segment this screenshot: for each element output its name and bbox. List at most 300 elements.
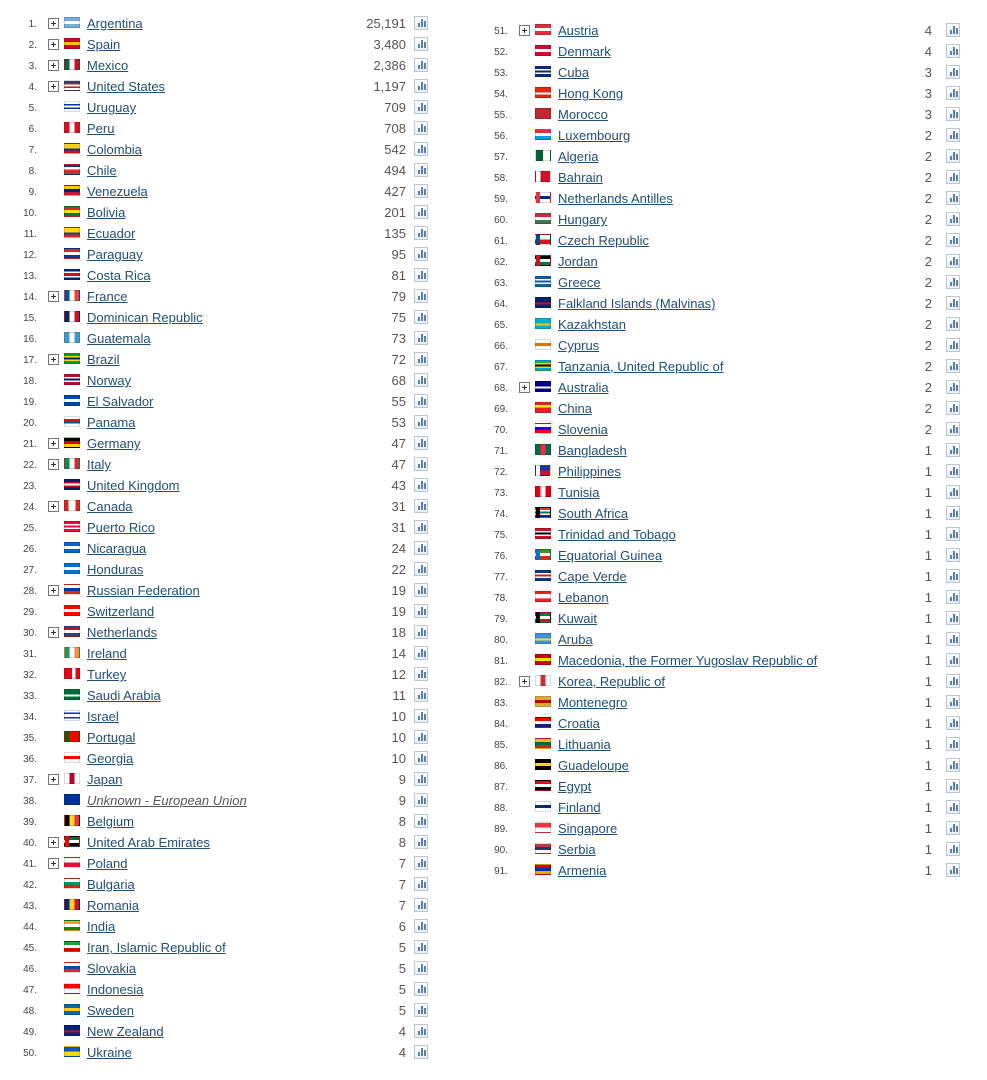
bar-chart-icon[interactable]: [946, 653, 960, 667]
country-link[interactable]: Austria: [558, 23, 599, 38]
bar-chart-icon[interactable]: [414, 856, 428, 870]
country-row-ireland: [0, 644, 440, 665]
country-link[interactable]: Morocco: [558, 107, 608, 122]
country-link[interactable]: Costa Rica: [87, 268, 151, 283]
country-flag-icon: [535, 381, 551, 392]
expand-plus-icon[interactable]: [519, 382, 530, 393]
rank-number: 24.: [23, 502, 37, 513]
country-flag-icon: [64, 59, 80, 70]
rank-number: 44.: [23, 922, 37, 933]
bar-chart-icon[interactable]: [414, 688, 428, 702]
visit-count: 3: [924, 107, 932, 122]
expand-plus-icon[interactable]: [48, 60, 59, 71]
country-link[interactable]: Kazakhstan: [558, 317, 626, 332]
country-link[interactable]: Jordan: [558, 254, 598, 269]
bar-chart-icon[interactable]: [414, 835, 428, 849]
bar-chart-icon[interactable]: [946, 527, 960, 541]
country-row-philippines: [470, 462, 987, 483]
country-flag-icon: [535, 234, 551, 245]
country-link[interactable]: Czech Republic: [558, 233, 650, 248]
bar-chart-icon[interactable]: [414, 37, 428, 51]
country-flag-icon: [64, 773, 80, 784]
country-row-cyprus: [470, 336, 987, 357]
bar-chart-icon[interactable]: [414, 1003, 428, 1017]
bar-chart-icon[interactable]: [946, 737, 960, 751]
country-row-croatia: [470, 714, 987, 735]
country-row-ukraine: [0, 1043, 440, 1064]
country-link[interactable]: Iran, Islamic Republic of: [87, 940, 226, 955]
country-flag-icon: [535, 192, 551, 203]
bar-chart-icon[interactable]: [414, 394, 428, 408]
country-link[interactable]: Denmark: [558, 44, 611, 59]
country-link[interactable]: Canada: [87, 499, 133, 514]
country-flag-icon: [64, 962, 80, 973]
bar-chart-icon[interactable]: [946, 212, 960, 226]
bar-chart-icon[interactable]: [414, 352, 428, 366]
country-link[interactable]: Croatia: [558, 716, 600, 731]
visit-count: 1: [924, 443, 932, 458]
country-link[interactable]: Saudi Arabia: [87, 688, 161, 703]
visit-count: 43: [391, 478, 406, 493]
expand-plus-icon[interactable]: [48, 291, 59, 302]
country-link[interactable]: Mexico: [87, 58, 129, 73]
expand-plus-icon[interactable]: [48, 501, 59, 512]
country-flag-icon: [535, 717, 551, 728]
country-row-slovenia: [470, 420, 987, 441]
bar-chart-icon[interactable]: [946, 506, 960, 520]
country-link[interactable]: Belgium: [87, 814, 134, 829]
bar-chart-icon[interactable]: [946, 716, 960, 730]
country-link[interactable]: Ireland: [87, 646, 127, 661]
country-flag-icon: [535, 423, 551, 434]
expand-plus-icon[interactable]: [519, 676, 530, 687]
country-link[interactable]: Bolivia: [87, 205, 126, 220]
bar-chart-icon[interactable]: [946, 44, 960, 58]
country-link[interactable]: Israel: [87, 709, 119, 724]
country-link[interactable]: Germany: [87, 436, 141, 451]
country-link[interactable]: Egypt: [558, 779, 592, 794]
country-link[interactable]: Ecuador: [87, 226, 136, 241]
country-flag-icon: [64, 521, 80, 532]
bar-chart-icon[interactable]: [414, 982, 428, 996]
visit-count: 1: [924, 485, 932, 500]
country-link[interactable]: Aruba: [558, 632, 593, 647]
country-link[interactable]: Netherlands Antilles: [558, 191, 673, 206]
country-link[interactable]: Algeria: [558, 149, 599, 164]
country-link[interactable]: Poland: [87, 856, 128, 871]
visit-count: 19: [391, 583, 406, 598]
bar-chart-icon[interactable]: [414, 709, 428, 723]
rank-number: 42.: [23, 880, 37, 891]
bar-chart-icon[interactable]: [414, 415, 428, 429]
country-row-slovakia: [0, 959, 440, 980]
country-link[interactable]: Venezuela: [87, 184, 148, 199]
rank-number: 52.: [494, 47, 508, 58]
bar-chart-icon[interactable]: [946, 254, 960, 268]
country-flag-icon: [64, 206, 80, 217]
country-row-armenia: [470, 861, 987, 882]
bar-chart-icon[interactable]: [946, 191, 960, 205]
bar-chart-icon[interactable]: [946, 695, 960, 709]
bar-chart-icon[interactable]: [946, 149, 960, 163]
country-flag-icon: [64, 80, 80, 91]
country-link[interactable]: China: [558, 401, 592, 416]
bar-chart-icon[interactable]: [414, 625, 428, 639]
visit-count: 5: [398, 1003, 406, 1018]
rank-number: 2.: [28, 40, 37, 51]
rank-number: 50.: [23, 1048, 37, 1059]
country-row-tanzania-united-republic-of: [470, 357, 987, 378]
bar-chart-icon[interactable]: [414, 814, 428, 828]
bar-chart-icon[interactable]: [414, 121, 428, 135]
country-link[interactable]: Uruguay: [87, 100, 137, 115]
bar-chart-icon[interactable]: [414, 898, 428, 912]
country-row-uruguay: [0, 98, 440, 119]
visit-count: 4: [398, 1045, 406, 1060]
country-link[interactable]: Philippines: [558, 464, 621, 479]
visit-count: 9: [398, 772, 406, 787]
country-row-italy: [0, 455, 440, 476]
country-link[interactable]: United Kingdom: [87, 478, 180, 493]
bar-chart-icon[interactable]: [414, 520, 428, 534]
country-link[interactable]: Tunisia: [558, 485, 600, 500]
bar-chart-icon[interactable]: [414, 268, 428, 282]
bar-chart-icon[interactable]: [946, 23, 960, 37]
country-link[interactable]: Japan: [87, 772, 123, 787]
country-row-mexico: [0, 56, 440, 77]
country-link[interactable]: Bangladesh: [558, 443, 627, 458]
bar-chart-icon[interactable]: [414, 142, 428, 156]
country-flag-icon: [64, 689, 80, 700]
bar-chart-icon[interactable]: [946, 569, 960, 583]
bar-chart-icon[interactable]: [946, 338, 960, 352]
bar-chart-icon[interactable]: [414, 163, 428, 177]
country-link[interactable]: Paraguay: [87, 247, 143, 262]
bar-chart-icon[interactable]: [414, 289, 428, 303]
visit-count: 75: [391, 310, 406, 325]
country-link[interactable]: Indonesia: [87, 982, 144, 997]
country-link[interactable]: Ukraine: [87, 1045, 132, 1060]
rank-number: 37.: [23, 775, 37, 786]
bar-chart-icon[interactable]: [414, 793, 428, 807]
country-link[interactable]: Montenegro: [558, 695, 628, 710]
country-row-czech-republic: [470, 231, 987, 252]
country-flag-icon: [535, 276, 551, 287]
country-link[interactable]: Greece: [558, 275, 601, 290]
country-link[interactable]: Trinidad and Tobago: [558, 527, 676, 542]
country-link[interactable]: Italy: [87, 457, 111, 472]
country-link[interactable]: Norway: [87, 373, 132, 388]
country-link[interactable]: Spain: [87, 37, 121, 52]
bar-chart-icon[interactable]: [946, 485, 960, 499]
bar-chart-icon[interactable]: [414, 1045, 428, 1059]
bar-chart-icon[interactable]: [946, 380, 960, 394]
country-link[interactable]: Brazil: [87, 352, 120, 367]
bar-chart-icon[interactable]: [946, 611, 960, 625]
bar-chart-icon[interactable]: [414, 1024, 428, 1038]
bar-chart-icon[interactable]: [414, 184, 428, 198]
country-link[interactable]: Romania: [87, 898, 140, 913]
country-flag-icon: [64, 668, 80, 679]
bar-chart-icon[interactable]: [946, 107, 960, 121]
country-flag-icon: [64, 626, 80, 637]
bar-chart-icon[interactable]: [946, 233, 960, 247]
bar-chart-icon[interactable]: [946, 464, 960, 478]
bar-chart-icon[interactable]: [946, 863, 960, 877]
expand-plus-icon[interactable]: [519, 25, 530, 36]
country-link[interactable]: New Zealand: [87, 1024, 164, 1039]
rank-number: 60.: [494, 215, 508, 226]
expand-plus-icon[interactable]: [48, 837, 59, 848]
bar-chart-icon[interactable]: [414, 919, 428, 933]
expand-plus-icon[interactable]: [48, 459, 59, 470]
country-link[interactable]: Cape Verde: [558, 569, 627, 584]
country-link[interactable]: Falkland Islands (Malvinas): [558, 296, 716, 311]
country-flag-icon: [64, 1046, 80, 1057]
bar-chart-icon[interactable]: [946, 590, 960, 604]
country-row-korea-republic-of: [470, 672, 987, 693]
bar-chart-icon[interactable]: [414, 79, 428, 93]
country-row-macedonia-the-former-yugoslav-republic-of: [470, 651, 987, 672]
bar-chart-icon[interactable]: [946, 422, 960, 436]
visit-count: 22: [391, 562, 406, 577]
bar-chart-icon[interactable]: [946, 128, 960, 142]
expand-plus-icon[interactable]: [48, 858, 59, 869]
bar-chart-icon[interactable]: [414, 499, 428, 513]
bar-chart-icon[interactable]: [946, 842, 960, 856]
bar-chart-icon[interactable]: [414, 478, 428, 492]
country-row-canada: [0, 497, 440, 518]
rank-number: 32.: [23, 670, 37, 681]
country-link[interactable]: Argentina: [87, 16, 143, 31]
bar-chart-icon[interactable]: [414, 373, 428, 387]
country-link[interactable]: Kuwait: [558, 611, 598, 626]
country-link[interactable]: Slovenia: [558, 422, 608, 437]
country-link[interactable]: Serbia: [558, 842, 596, 857]
visit-count: 494: [384, 163, 406, 178]
country-row-argentina: [0, 14, 440, 35]
country-flag-icon: [535, 507, 551, 518]
country-row-finland: [470, 798, 987, 819]
country-list-left-column: [0, 14, 440, 1064]
bar-chart-icon[interactable]: [414, 604, 428, 618]
bar-chart-icon[interactable]: [414, 457, 428, 471]
country-row-luxembourg: [470, 126, 987, 147]
country-link[interactable]: Peru: [87, 121, 115, 136]
country-link[interactable]: Bahrain: [558, 170, 603, 185]
country-link[interactable]: Guadeloupe: [558, 758, 629, 773]
bar-chart-icon[interactable]: [946, 170, 960, 184]
country-flag-icon: [535, 801, 551, 812]
country-link[interactable]: Puerto Rico: [87, 520, 155, 535]
country-link[interactable]: Honduras: [87, 562, 144, 577]
country-flag-icon: [535, 171, 551, 182]
bar-chart-icon[interactable]: [414, 961, 428, 975]
expand-plus-icon[interactable]: [48, 585, 59, 596]
country-row-bangladesh: [470, 441, 987, 462]
bar-chart-icon[interactable]: [946, 632, 960, 646]
country-link[interactable]: Singapore: [558, 821, 618, 836]
country-link[interactable]: Luxembourg: [558, 128, 631, 143]
country-link[interactable]: El Salvador: [87, 394, 154, 409]
bar-chart-icon[interactable]: [946, 65, 960, 79]
bar-chart-icon[interactable]: [414, 331, 428, 345]
country-link[interactable]: Portugal: [87, 730, 136, 745]
country-link[interactable]: Unknown - European Union: [87, 793, 247, 808]
expand-plus-icon[interactable]: [48, 774, 59, 785]
expand-plus-icon[interactable]: [48, 438, 59, 449]
bar-chart-icon[interactable]: [414, 205, 428, 219]
country-row-venezuela: [0, 182, 440, 203]
country-link[interactable]: Switzerland: [87, 604, 155, 619]
country-link[interactable]: Bulgaria: [87, 877, 135, 892]
bar-chart-icon[interactable]: [946, 800, 960, 814]
country-row-algeria: [470, 147, 987, 168]
country-flag-icon: [64, 815, 80, 826]
bar-chart-icon[interactable]: [414, 436, 428, 450]
bar-chart-icon[interactable]: [946, 401, 960, 415]
bar-chart-icon[interactable]: [414, 667, 428, 681]
bar-chart-icon[interactable]: [414, 226, 428, 240]
country-link[interactable]: Australia: [558, 380, 609, 395]
country-link[interactable]: Turkey: [87, 667, 127, 682]
bar-chart-icon[interactable]: [946, 317, 960, 331]
country-link[interactable]: Slovakia: [87, 961, 137, 976]
country-link[interactable]: India: [87, 919, 116, 934]
bar-chart-icon[interactable]: [946, 275, 960, 289]
country-row-iran-islamic-republic-of: [0, 938, 440, 959]
bar-chart-icon[interactable]: [414, 646, 428, 660]
country-flag-icon: [64, 374, 80, 385]
country-flag-icon: [64, 164, 80, 175]
country-link[interactable]: South Africa: [558, 506, 629, 521]
country-row-belgium: [0, 812, 440, 833]
bar-chart-icon[interactable]: [946, 359, 960, 373]
visit-count: 53: [391, 415, 406, 430]
country-flag-icon: [535, 654, 551, 665]
bar-chart-icon[interactable]: [414, 562, 428, 576]
visit-count: 81: [391, 268, 406, 283]
rank-number: 49.: [23, 1027, 37, 1038]
country-link[interactable]: United States: [87, 79, 166, 94]
bar-chart-icon[interactable]: [414, 310, 428, 324]
bar-chart-icon[interactable]: [946, 779, 960, 793]
rank-number: 20.: [23, 418, 37, 429]
country-link[interactable]: France: [87, 289, 128, 304]
visit-count: 6: [398, 919, 406, 934]
bar-chart-icon[interactable]: [946, 758, 960, 772]
country-link[interactable]: Netherlands: [87, 625, 158, 640]
rank-number: 8.: [28, 166, 37, 177]
country-link[interactable]: Colombia: [87, 142, 142, 157]
visit-count: 18: [391, 625, 406, 640]
country-link[interactable]: Hungary: [558, 212, 608, 227]
expand-plus-icon[interactable]: [48, 18, 59, 29]
country-link[interactable]: Guatemala: [87, 331, 151, 346]
country-link[interactable]: Equatorial Guinea: [558, 548, 663, 563]
rank-number: 19.: [23, 397, 37, 408]
country-link[interactable]: Armenia: [558, 863, 607, 878]
country-flag-icon: [64, 290, 80, 301]
bar-chart-icon[interactable]: [414, 751, 428, 765]
rank-number: 16.: [23, 334, 37, 345]
visit-count: 1: [924, 842, 932, 857]
rank-number: 84.: [494, 719, 508, 730]
rank-number: 21.: [23, 439, 37, 450]
country-link[interactable]: Cuba: [558, 65, 590, 80]
bar-chart-icon[interactable]: [946, 443, 960, 457]
country-link[interactable]: Russian Federation: [87, 583, 200, 598]
country-link[interactable]: Lithuania: [558, 737, 611, 752]
country-link[interactable]: Tanzania, United Republic of: [558, 359, 724, 374]
country-link[interactable]: Cyprus: [558, 338, 600, 353]
country-link[interactable]: United Arab Emirates: [87, 835, 210, 850]
rank-number: 71.: [494, 446, 508, 457]
bar-chart-icon[interactable]: [946, 86, 960, 100]
bar-chart-icon[interactable]: [414, 730, 428, 744]
country-link[interactable]: Dominican Republic: [87, 310, 203, 325]
country-link[interactable]: Finland: [558, 800, 601, 815]
bar-chart-icon[interactable]: [414, 100, 428, 114]
bar-chart-icon[interactable]: [946, 296, 960, 310]
country-flag-icon: [64, 584, 80, 595]
bar-chart-icon[interactable]: [414, 583, 428, 597]
country-row-bolivia: [0, 203, 440, 224]
country-link[interactable]: Lebanon: [558, 590, 609, 605]
country-link[interactable]: Korea, Republic of: [558, 674, 665, 689]
bar-chart-icon[interactable]: [414, 16, 428, 30]
bar-chart-icon[interactable]: [946, 821, 960, 835]
visit-count: 8: [398, 814, 406, 829]
expand-plus-icon[interactable]: [48, 627, 59, 638]
visit-count: 1: [924, 464, 932, 479]
visit-count: 2: [924, 296, 932, 311]
country-link[interactable]: Hong Kong: [558, 86, 624, 101]
country-link[interactable]: Panama: [87, 415, 136, 430]
bar-chart-icon[interactable]: [946, 548, 960, 562]
country-flag-icon: [535, 549, 551, 560]
visit-count: 2: [924, 170, 932, 185]
country-link[interactable]: Sweden: [87, 1003, 134, 1018]
bar-chart-icon[interactable]: [414, 247, 428, 261]
rank-number: 61.: [494, 236, 508, 247]
visit-count: 709: [384, 100, 406, 115]
expand-plus-icon[interactable]: [48, 354, 59, 365]
country-row-falkland-islands-malvinas: [470, 294, 987, 315]
country-link[interactable]: Georgia: [87, 751, 134, 766]
visit-count: 3,480: [373, 37, 406, 52]
country-link[interactable]: Macedonia, the Former Yugoslav Republic of: [558, 653, 818, 668]
country-row-portugal: [0, 728, 440, 749]
country-flag-icon: [535, 255, 551, 266]
bar-chart-icon[interactable]: [414, 58, 428, 72]
country-link[interactable]: Nicaragua: [87, 541, 147, 556]
country-row-japan: [0, 770, 440, 791]
country-row-australia: [470, 378, 987, 399]
country-flag-icon: [64, 500, 80, 511]
expand-plus-icon[interactable]: [48, 81, 59, 92]
expand-plus-icon[interactable]: [48, 39, 59, 50]
country-link[interactable]: Chile: [87, 163, 117, 178]
bar-chart-icon[interactable]: [414, 772, 428, 786]
bar-chart-icon[interactable]: [414, 940, 428, 954]
bar-chart-icon[interactable]: [414, 541, 428, 555]
country-row-nicaragua: [0, 539, 440, 560]
rank-number: 1.: [28, 19, 37, 30]
rank-number: 54.: [494, 89, 508, 100]
bar-chart-icon[interactable]: [946, 674, 960, 688]
bar-chart-icon[interactable]: [414, 877, 428, 891]
